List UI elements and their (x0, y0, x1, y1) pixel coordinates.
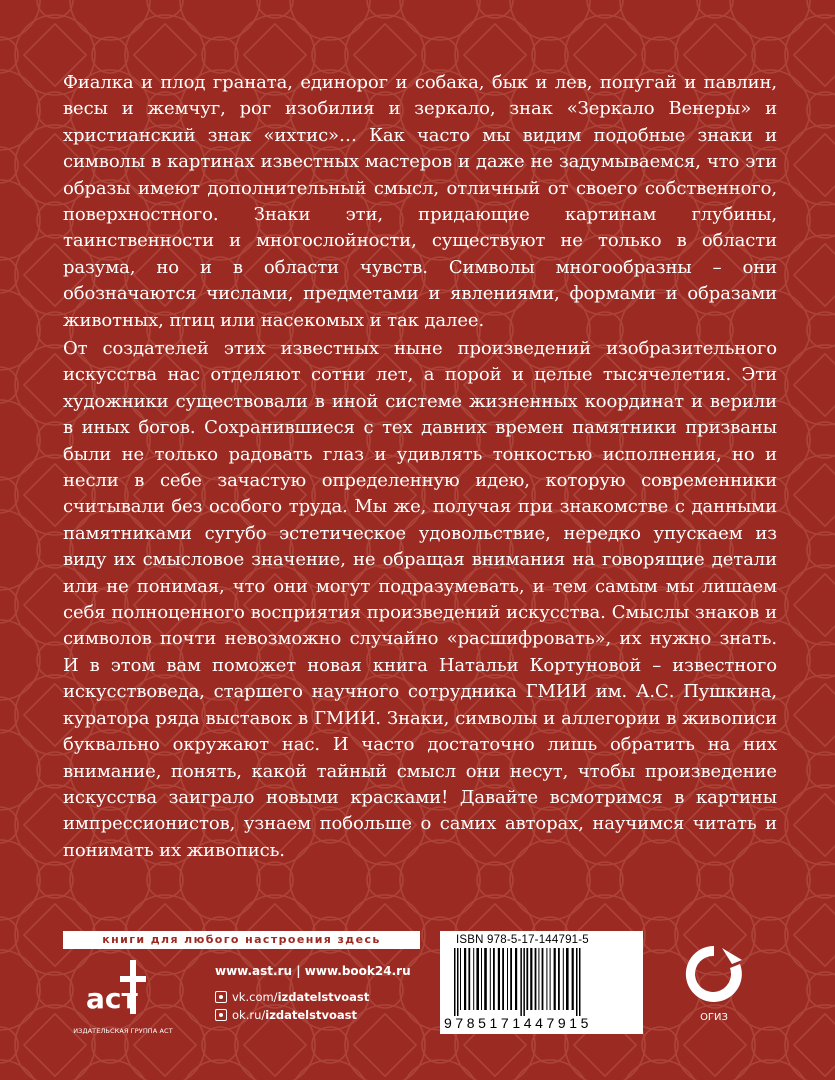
barcode-bar (484, 948, 487, 1010)
ast-logo-text: аст (86, 982, 138, 1015)
vk-link[interactable] (215, 990, 369, 1004)
barcode-bar (473, 948, 474, 1010)
ast-logo (86, 956, 148, 1022)
barcode-bar (490, 948, 491, 1010)
ok-link[interactable] (215, 1008, 357, 1022)
vk-prefix: vk.com/ (232, 990, 278, 1004)
barcode-bar (454, 948, 456, 1016)
website-links[interactable]: www.ast.ru | www.book24.ru (215, 964, 411, 978)
barcode-bar (550, 948, 551, 1010)
barcode-bar (554, 948, 556, 1010)
barcode-bar (520, 948, 522, 1016)
isbn-text: ISBN 978-5-17-144791-5 (456, 934, 589, 946)
ok-prefix: ok.ru/ (232, 1008, 266, 1022)
tagline-banner: книги для любого настроения здесь (63, 931, 420, 949)
barcode-bar (535, 948, 537, 1010)
barcode-bar (546, 948, 547, 1010)
ok-handle: izdatelstvoast (265, 1008, 357, 1022)
barcode-bar (566, 948, 569, 1010)
barcode-bar (576, 948, 578, 1016)
barcode-bar (476, 948, 479, 1010)
barcode-bar (502, 948, 504, 1010)
barcode-bar (523, 948, 525, 1016)
vk-handle: izdatelstvoast (277, 990, 370, 1004)
barcode-bar (530, 948, 532, 1010)
barcode-bar (558, 948, 560, 1010)
barcode-bar (498, 948, 500, 1010)
barcode-bar (515, 948, 517, 1010)
ogiz-logo-icon (680, 940, 748, 1008)
barcode-bar (460, 948, 461, 1010)
description-paragraph-2: От создателей этих известных ныне произведений изобразительного искусства нас отделяют сотни лет, а порой и целые тысячелетия. Эти художники существовали в иной системе жизненных координат и верили в иных богов. Сохранившиеся с тех давних времен памятники призваны были не только радовать глаз и удивлять тонкостью исполнения, но и несли в себе зачастую определенную идею, которую современники считывали без особого труда. Мы же, получая при знакомстве с данными памятниками сугубо эстетическое удовольствие, нередко упускаем из виду их смысловое значение, не обращая внимания на говорящие детали или не понимая, что они могут подразумевать, и тем самым мы лишаем себя полноценного восприятия произведений искусства. Смыслы знаков и символов почти невозможно случайно «расшифровать», их нужно знать. И в этом вам поможет новая книга Натальи Кортуновой – известного искусствоведа, старшего научного сотрудника ГМИИ им. А.С. Пушкина, куратора ряда выставок в ГМИИ. Знаки, символы и аллегории в живописи буквально окружают нас. И часто достаточно лишь обратить на них внимание, понять, какой тайный смысл они несут, чтобы произведение искусства заиграло новыми красками! Давайте всмотримся в картины импрессионистов, узнаем побольше о самих авторах, научимся читать и понимать их живопись. (63, 338, 777, 861)
barcode-bar (510, 948, 512, 1010)
barcode-bar (579, 948, 581, 1016)
barcode-bar (572, 948, 574, 1010)
barcode-bar (526, 948, 528, 1010)
barcode-bar (542, 948, 544, 1010)
barcode-bar (538, 948, 539, 1010)
ean-digits: 9785171447915 (444, 1015, 593, 1031)
barcode-bar (493, 948, 495, 1010)
vk-icon (215, 991, 227, 1003)
barcode-box (440, 931, 643, 1034)
publisher-caption: ИЗДАТЕЛЬСКАЯ ГРУППА АСТ (73, 1027, 173, 1035)
barcode-bar (457, 948, 459, 1016)
description-paragraph-1: Фиалка и плод граната, единорог и собака, бык и лев, попугай и павлин, весы и жемчуг, рог изобилия и зеркало, знак «Зеркало Венеры» и христианский знак «ихтис»… Как часто мы видим подобные знаки и символы в картинах известных мастеров и даже не задумываемся, что эти образы имеют дополнительный смысл, отличный от своего собственного, поверхностного. Знаки эти, придающие картинам глубины, таинственности и многослойности, существуют не только в области разума, но и в области чувств. Символы многообразны – они обозначаются числами, предметами и явлениями, формами и образами животных, птиц или насекомых и так далее. (63, 72, 777, 331)
ok-icon (215, 1009, 227, 1021)
imprint-name: ОГИЗ (700, 1012, 728, 1023)
barcode-icon (448, 948, 635, 1016)
barcode-bar (563, 948, 564, 1010)
barcode-bar (468, 948, 470, 1010)
barcode-bar (481, 948, 482, 1010)
barcode-bar (507, 948, 508, 1010)
barcode-bar (464, 948, 466, 1010)
